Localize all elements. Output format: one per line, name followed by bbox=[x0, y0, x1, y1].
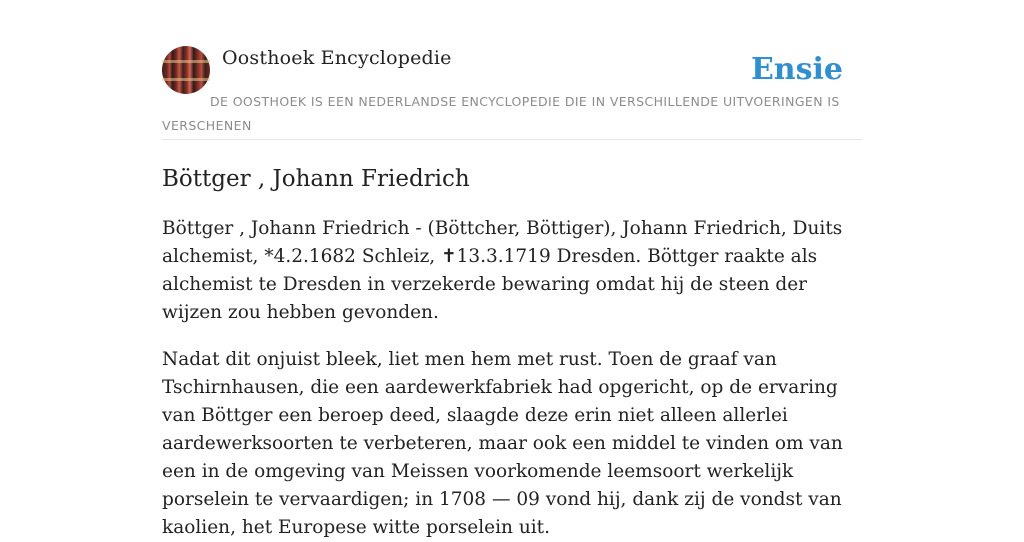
site-tagline: DE OOSTHOEK IS EEN NEDERLANDSE ENCYCLOPEDIE DIE IN VERSCHILLENDE UITVOERINGEN IS VERSCHENEN bbox=[162, 94, 840, 133]
article-title: Böttger , Johann Friedrich bbox=[162, 166, 470, 192]
site-title[interactable]: Oosthoek Encyclopedie bbox=[222, 47, 452, 69]
encyclopedia-books-icon[interactable] bbox=[162, 46, 210, 94]
brand-logo[interactable]: Ensie bbox=[750, 52, 843, 87]
article-paragraph: Nadat dit onjuist bleek, liet men hem met rust. Toen de graaf van Tschirnhausen, die een aardewerkfabriek had opgericht, op de ervaring van Böttger een beroep deed, slaagde deze erin niet alleen allerlei aardewerksoorten te verbeteren, maar ook een middel te vinden om van een in de omgeving van Meissen voorkomende leemsoort werkelijk porselein te vervaardigen; in 1708 — 09 vond hij, dank zij de vondst van kaolien, het Europese witte porselein uit. bbox=[162, 349, 843, 538]
site-header bbox=[162, 46, 862, 140]
article-paragraph: Böttger , Johann Friedrich - (Böttcher, Böttiger), Johann Friedrich, Duits alchemist, *4.2.1682 Schleiz, ✝13.3.1719 Dresden. Böttger raakte als alchemist te Dresden in verzekerde bewaring omdat hij de steen der wijzen zou hebben gevonden. bbox=[162, 218, 843, 323]
page-container bbox=[162, 0, 862, 542]
